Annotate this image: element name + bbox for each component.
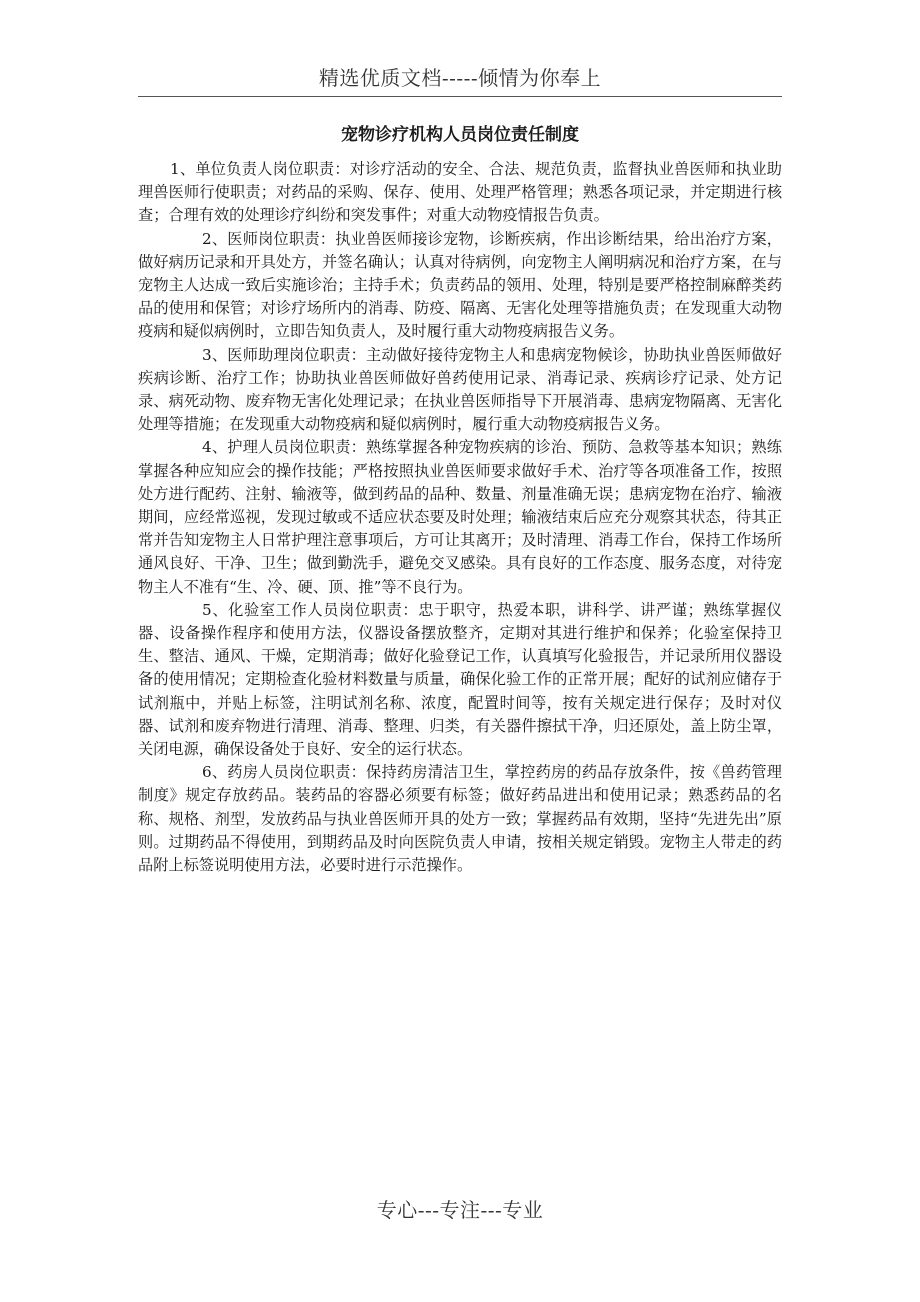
- paragraph-lab-duties: 5、化验室工作人员岗位职责：忠于职守，热爱本职，讲科学、讲严谨；熟练掌握仪器、设备操作程序和使用方法，仪器设备摆放整齐，定期对其进行维护和保养；化验室保持卫生、整洁、通风、干燥，定期消毒；做好化验登记工作，认真填写化验报告，并记录所用仪器设备的使用情况；定期检查化验材料数量与质量，确保化验工作的正常开展；配好的试剂应储存于试剂瓶中，并贴上标签，注明试剂名称、浓度，配置时间等，按有关规定进行保存；及时对仪器、试剂和废弃物进行清理、消毒、整理、归类，有关器件擦拭干净，归还原处，盖上防尘罩，关闭电源，确保设备处于良好、安全的运行状态。: [138, 600, 782, 759]
- paragraph-pharmacy-duties: 6、药房人员岗位职责：保持药房清洁卫生，掌控药房的药品存放条件，按《兽药管理制度》规定存放药品。装药品的容器必须要有标签；做好药品进出和使用记录；熟悉药品的名称、规格、剂型，发放药品与执业兽医师开具的处方一致；掌握药品有效期，坚持“先进先出”原则。过期药品不得使用，到期药品及时向医院负责人申请，按相关规定销毁。宠物主人带走的药品附上标签说明使用方法，必要时进行示范操作。: [138, 763, 782, 875]
- page-header: 精选优质文档-----倾情为你奉上: [138, 60, 782, 97]
- page-footer: 专心---专注---专业: [376, 1198, 544, 1222]
- document-body: [138, 158, 782, 877]
- paragraph-veterinarian-duties: 2、医师岗位职责：执业兽医师接诊宠物，诊断疾病，作出诊断结果，给出治疗方案，做好病历记录和开具处方，并签名确认；认真对待病例，向宠物主人阐明病况和治疗方案，在与宠物主人达成一致后实施诊治；主持手术；负责药品的领用、处理，特别是要严格控制麻醉类药品的使用和保管；对诊疗场所内的消毒、防疫、隔离、无害化处理等措施负责；在发现重大动物疫病和疑似病例时，立即告知负责人，及时履行重大动物疫病报告义务。: [138, 229, 782, 341]
- document-title: 宠物诊疗机构人员岗位责任制度: [341, 125, 579, 145]
- paragraph-assistant-duties: 3、医师助理岗位职责：主动做好接待宠物主人和患病宠物候诊，协助执业兽医师做好疾病诊断、治疗工作；协助执业兽医师做好兽药使用记录、消毒记录、疾病诊疗记录、处方记录、病死动物、废弃物无害化处理记录；在执业兽医师指导下开展消毒、患病宠物隔离、无害化处理等措施；在发现重大动物疫病和疑似病例时，履行重大动物疫病报告义务。: [138, 345, 782, 434]
- paragraph-unit-leader-duties: 1、单位负责人岗位职责：对诊疗活动的安全、合法、规范负责，监督执业兽医师和执业助理兽医师行使职责；对药品的采购、保存、使用、处理严格管理；熟悉各项记录，并定期进行核查；合理有效的处理诊疗纠纷和突发事件；对重大动物疫情报告负责。: [138, 160, 782, 225]
- paragraph-nursing-duties: 4、护理人员岗位职责：熟练掌握各种宠物疾病的诊治、预防、急救等基本知识；熟练掌握各种应知应会的操作技能；严格按照执业兽医师要求做好手术、治疗等各项准备工作，按照处方进行配药、注射、输液等，做到药品的品种、数量、剂量准确无误；患病宠物在治疗、输液期间，应经常巡视，发现过敏或不适应状态要及时处理；输液结束后应充分观察其状态，待其正常并告知宠物主人日常护理注意事项后，方可让其离开；及时清理、消毒工作台，保持工作场所通风良好、干净、卫生；做到勤洗手，避免交叉感染。具有良好的工作态度、服务态度，对待宠物主人不准有“生、冷、硬、顶、推”等不良行为。: [138, 438, 782, 596]
